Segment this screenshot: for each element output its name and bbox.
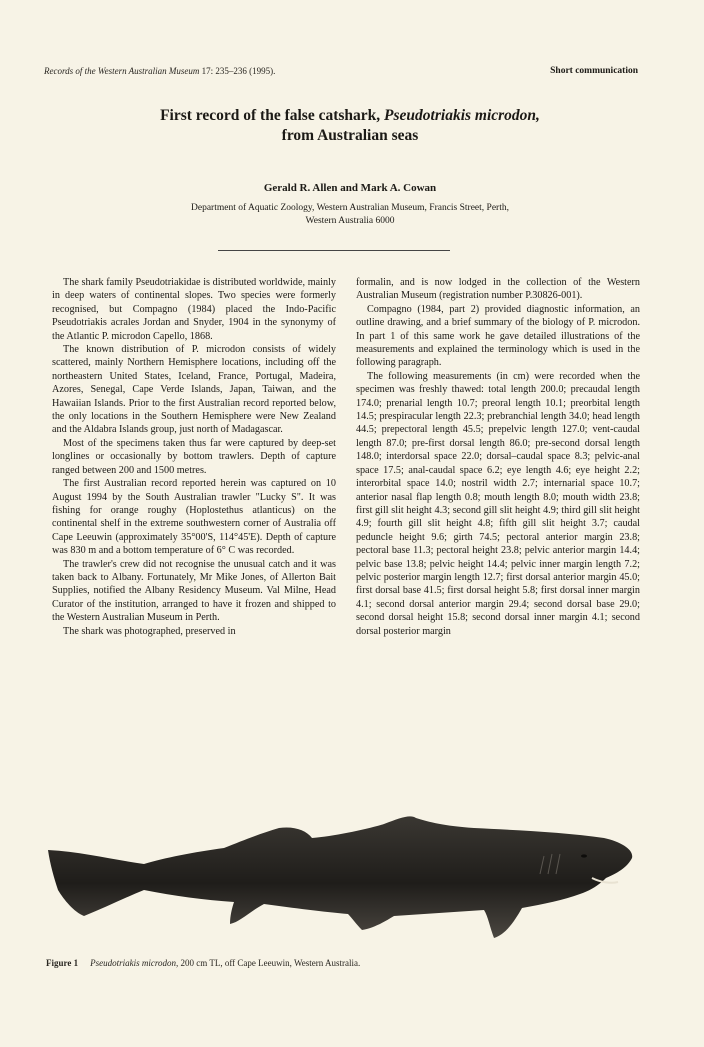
- paragraph: The following measurements (in cm) were recorded when the specimen was freshly thawed: total length 200.0; precaudal length 174.0; prenarial length 10.7; preoral length 10.1; preorbital length 14.5; prespiracular length 22.3; prebranchial length 34.0; head length 44.5; prepectoral length 45.5; prepelvic length 127.0; vent-caudal length 87.0; pre-first dorsal length 86.0; pre-second dorsal length 148.0; interdorsal space 22.0; dorsal–caudal space 8.3; pelvic-anal space 17.5; anal-caudal space 6.2; eye length 4.6; eye height 2.2; interorbital space 14.0; nostril width 2.7; internarial space 10.7; anterior nasal flap length 0.8; mouth length 8.0; mouth width 23.8; first gill slit height 4.3; second gill slit height 4.9; third gill slit height 4.9; fourth gill slit height 4.8; fifth gill slit height 3.7; caudal peduncle height 9.6; girth 74.5; pectoral anterior margin 23.8; pectoral base 11.3; pectoral height 23.8; pelvic anterior margin 14.4; pelvic base 13.8; pelvic height 14.4; pelvic inner margin length 7.2; pelvic posterior margin length 12.7; first dorsal anterior margin 45.0; first dorsal base 41.5; first dorsal height 5.8; first dorsal inner margin 4.1; second dorsal anterior margin 29.4; second dorsal base 29.0; second dorsal height 15.8; second dorsal inner margin 4.1; second dorsal posterior margin: [356, 370, 640, 637]
- figure-caption: [46, 958, 360, 968]
- title-divider-rule: [218, 250, 450, 251]
- paragraph: The shark was photographed, preserved in: [63, 625, 236, 637]
- volume-pages: 17: 235–236 (1995).: [199, 66, 276, 76]
- article-title: [100, 106, 600, 146]
- author-list: Gerald R. Allen and Mark A. Cowan: [263, 182, 437, 194]
- title-species-name: Pseudotriakis microdon,: [384, 107, 540, 124]
- body-column-left: [52, 276, 336, 804]
- paragraph-continued: formalin, and is now lodged in the collection of the Western Australian Museum (registration number P.30826-001).: [356, 277, 640, 302]
- caption-species: Pseudotriakis microdon,: [90, 958, 179, 968]
- affiliation-line2: Western Australia 6000: [305, 216, 395, 226]
- caption-text: 200 cm TL, off Cape Leeuwin, Western Australia.: [178, 958, 361, 968]
- paragraph: The shark family Pseudotriakidae is distributed worldwide, mainly in deep waters of continental slopes. Two species were formerly recognised, but Compagno (1984) placed the Indo-Pacific Pseudotriakis acrales Jordan and Snyder, 1904 in the synonymy of the Atlantic P. microdon Capello, 1868.: [52, 277, 336, 342]
- shark-photograph: [44, 812, 640, 942]
- figure-label: Figure 1: [46, 958, 79, 968]
- affiliation-line1: Department of Aquatic Zoology, Western Australian Museum, Francis Street, Perth,: [191, 203, 509, 213]
- shark-eye: [581, 854, 587, 857]
- running-header-citation: [44, 66, 275, 76]
- journal-name: Records of the Western Australian Museum: [44, 66, 200, 76]
- paragraph: The first Australian record reported herein was captured on 10 August 1994 by the South Australian trawler "Lucky S". It was fishing for orange roughy (Hoplostethus atlanticus) on the continental shelf in the extreme southwestern corner of Australia off Cape Leeuwin (approximately 35°00'S, 114°45'E). Depth of capture was 830 m and a bottom temperature of 6° C was recorded.: [52, 478, 336, 557]
- title-line1-text: First record of the false catshark,: [160, 107, 385, 124]
- paragraph: The trawler's crew did not recognise the unusual catch and it was taken back to Albany. Fortunately, Mr Mike Jones, of Allerton Bait Supplies, notified the Albany Residency Museum. Val Milne, Head Curator of the institution, arranged to have it frozen and shipped to the Western Australian Museum in Perth.: [52, 558, 336, 624]
- paragraph: Most of the specimens taken thus far were captured by deep-set longlines or occasionally by bottom trawlers. Depth of capture ranged between 200 and 1500 metres.: [52, 437, 336, 476]
- paragraph: The known distribution of P. microdon consists of widely scattered, mainly Northern Hemisphere locations, including off the northeastern United States, Iceland, France, Portugal, Madeira, Azores, Senegal, Cape Verde Islands, Japan, Taiwan, and the Hawaiian Islands. Prior to the first Australian record reported below, the only locations in the Southern Hemisphere were New Zealand and the Aldabra Islands group, just north of Madagascar.: [52, 344, 336, 436]
- body-column-right: [356, 276, 640, 804]
- title-line2-text: from Australian seas: [281, 127, 419, 144]
- paragraph: Compagno (1984, part 2) provided diagnostic information, an outline drawing, and a brief summary of the biology of P. microdon. In part 1 of this same work he gave detailed illustrations of the measurements and explained the terminology which is used in the following paragraph.: [356, 303, 640, 369]
- shark-body-silhouette: [48, 816, 632, 938]
- section-label: Short communication: [550, 66, 638, 76]
- author-affiliation: [110, 202, 590, 228]
- shark-illustration: [44, 812, 640, 942]
